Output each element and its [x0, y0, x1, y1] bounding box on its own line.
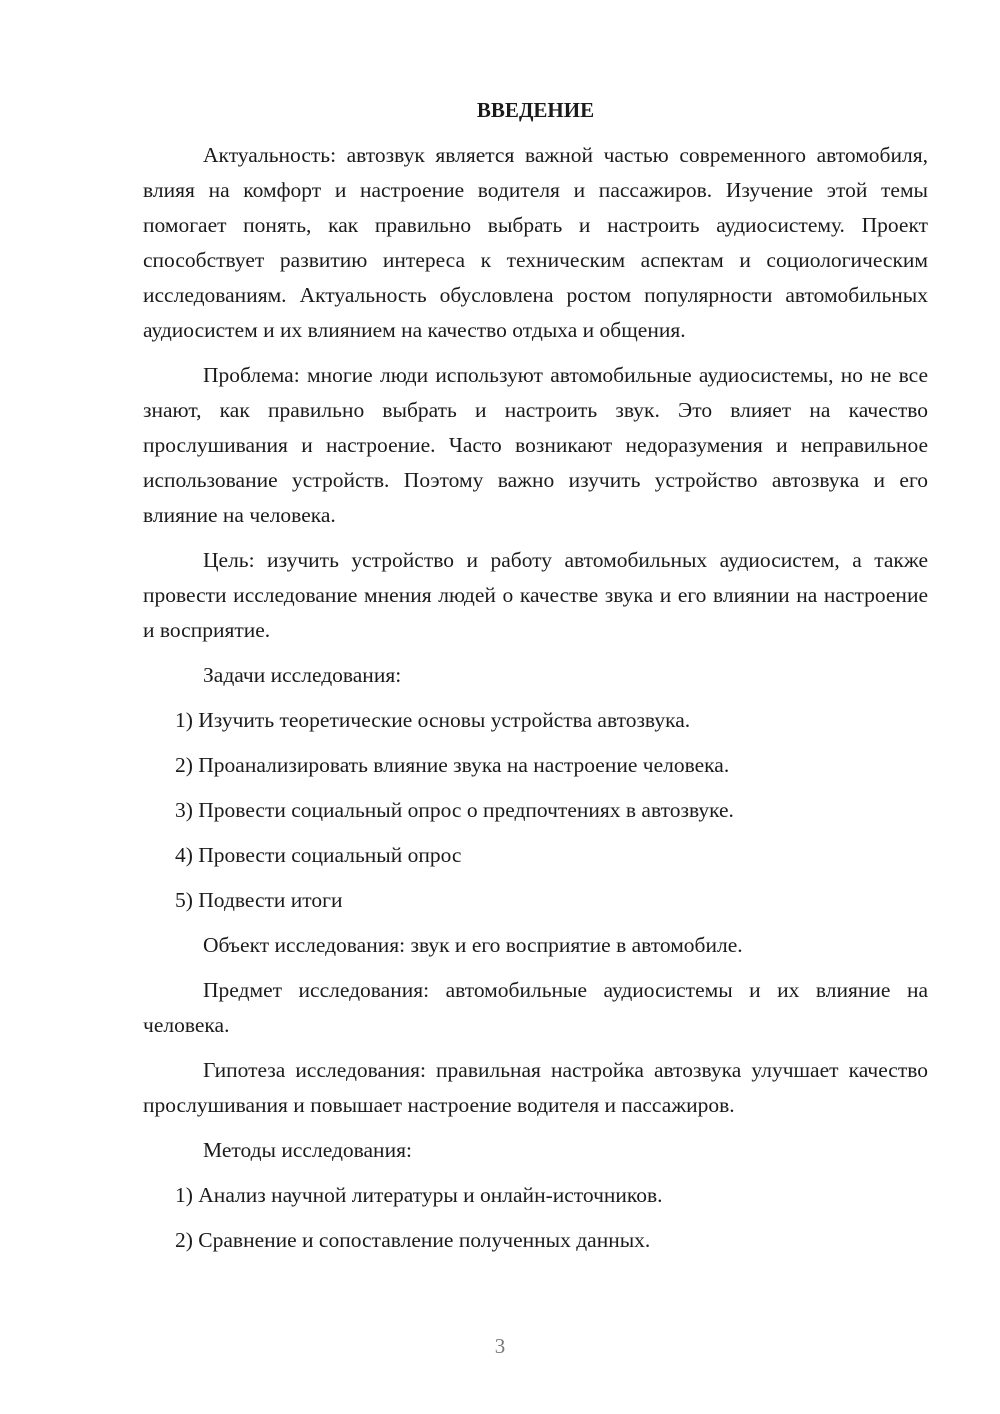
list-item: 2) Проанализировать влияние звука на настроение человека.	[175, 753, 730, 777]
subject-paragraph: Предмет исследования: автомобильные аудиосистемы и их влияние на человека.	[143, 978, 928, 1037]
page-number: 3	[494, 1334, 506, 1358]
tasks-title: Задачи исследования:	[203, 663, 402, 687]
object-paragraph: Объект исследования: звук и его восприятие в автомобиле.	[203, 933, 743, 957]
methods-title: Методы исследования:	[203, 1138, 412, 1162]
section-heading: ВВЕДЕНИЕ	[476, 98, 595, 122]
goal-paragraph: Цель: изучить устройство и работу автомобильных аудиосистем, а также провести исследование мнения людей о качестве звука и его влиянии на настроение и восприятие.	[143, 548, 928, 642]
list-item: 4) Провести социальный опрос	[175, 843, 462, 867]
relevance-paragraph: Актуальность: автозвук является важной частью современного автомобиля, влияя на комфорт и настроение водителя и пассажиров. Изучение этой темы помогает понять, как правильно выбрать и настроить аудиосистему. Проект способствует развитию интереса к техническим аспектам и социологическим исследованиям. Актуальность обусловлена ростом популярности автомобильных аудиосистем и их влиянием на качество отдыха и общения.	[143, 143, 928, 342]
list-item: 3) Провести социальный опрос о предпочтениях в автозвуке.	[175, 798, 734, 822]
list-item: 1) Анализ научной литературы и онлайн-источников.	[175, 1183, 663, 1207]
list-item: 1) Изучить теоретические основы устройства автозвука.	[175, 708, 691, 732]
problem-paragraph: Проблема: многие люди используют автомобильные аудиосистемы, но не все знают, как правильно выбрать и настроить звук. Это влияет на качество прослушивания и настроение. Часто возникают недоразумения и неправильное использование устройств. Поэтому важно изучить устройство автозвука и его влияние на человека.	[143, 363, 928, 527]
list-item: 5) Подвести итоги	[175, 888, 343, 912]
document-page	[143, 90, 928, 1268]
hypothesis-paragraph: Гипотеза исследования: правильная настройка автозвука улучшает качество прослушивания и повышает настроение водителя и пассажиров.	[143, 1058, 928, 1117]
methods-list	[143, 1178, 928, 1258]
tasks-list	[143, 703, 928, 918]
list-item: 2) Сравнение и сопоставление полученных данных.	[175, 1228, 651, 1252]
